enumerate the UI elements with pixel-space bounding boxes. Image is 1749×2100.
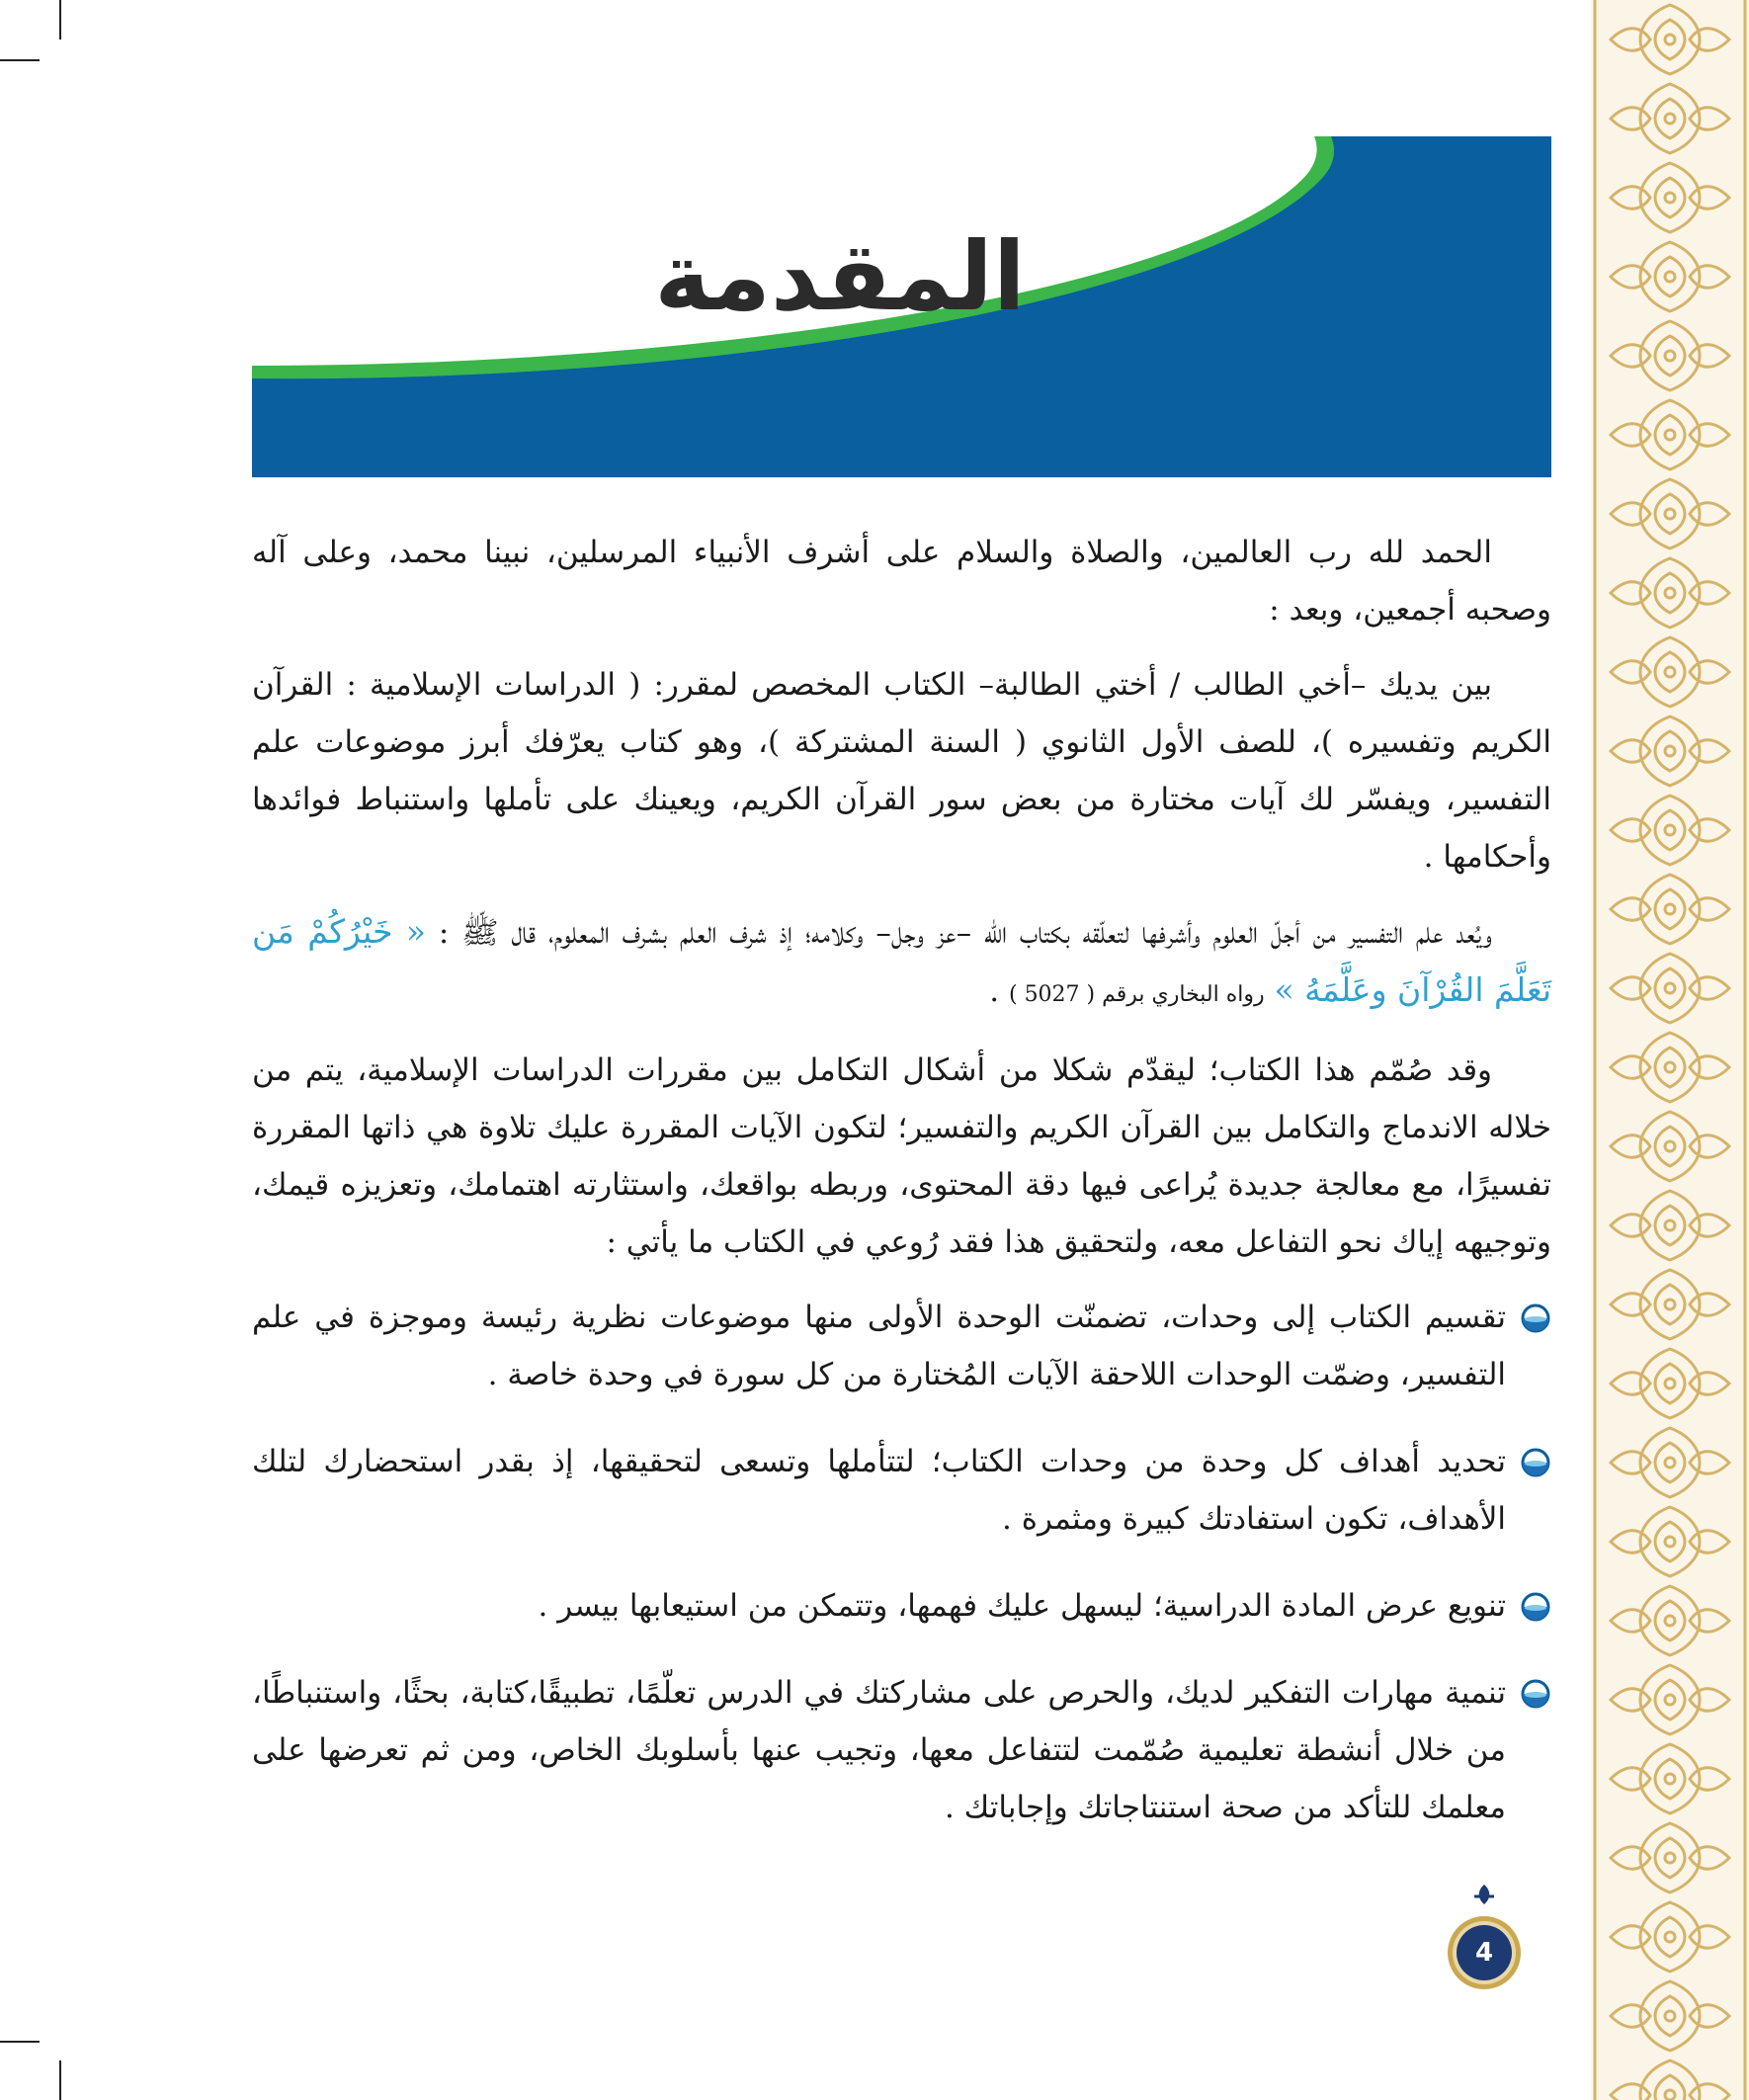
crop-mark [0, 2041, 40, 2043]
page-title: المقدمة [654, 221, 1026, 332]
ornamental-border [1591, 0, 1749, 2100]
hadith-reference: رواه البخاري برقم ( 5027 ) [1008, 982, 1265, 1007]
list-item-text: تحديد أهداف كل وحدة من وحدات الكتاب؛ لتتأملها وتسعى لتحقيقها، إذ بقدر استحضارك لتلك الأهداف، تكون استفادتك كبيرة ومثمرة . [252, 1444, 1506, 1537]
design-paragraph: وقد صُمّم هذا الكتاب؛ ليقدّم شكلا من أشكال التكامل بين مقررات الدراسات الإسلامية، يتم من خلاله الاندماج والتكامل بين القرآن الكريم والتفسير؛ لتكون الآيات المقررة عليك تلاوة هي ذاتها المقررة تفسيرًا، مع معالجة جديدة يُراعى فيها دقة المحتوى، وربطه بواقعك، واستثارته اهتمامك، وتعزيزه قيمك، وتوجيهه إياك نحو التفاعل معه، ولتحقيق هذا فقد رُوعي في الكتاب ما يأتي : [252, 1052, 1551, 1260]
list-item-text: تنويع عرض المادة الدراسية؛ ليسهل عليك فهمها، وتتمكن من استيعابها بيسر . [538, 1588, 1506, 1624]
intro-paragraph: الحمد لله رب العالمين، والصلاة والسلام على أشرف الأنبياء المرسلين، نبينا محمد، وعلى آله وصحبه أجمعين، وبعد : [252, 535, 1551, 628]
book-description-paragraph: بين يديك –أخي الطالب / أختي الطالبة– الكتاب المخصص لمقرر: ( الدراسات الإسلامية : القرآن الكريم وتفسيره )، للصف الأول الثانوي ( السنة المشتركة )، وهو كتاب يعرّفك أبرز موضوعات علم التفسير، ويفسّر لك آيات مختارة من بعض سور القرآن الكريم، ويعينك على تأملها واستنباط فوائدها وأحكامها . [252, 667, 1551, 875]
features-list [252, 1289, 1551, 1836]
tafsir-paragraph [252, 903, 1551, 1024]
page-number: 4 [1474, 1938, 1494, 1968]
list-item-text: تقسيم الكتاب إلى وحدات، تضمنّت الوحدة الأولى منها موضوعات نظرية رئيسة وموجزة في علم التفسير، وضمّت الوحدات اللاحقة الآيات المُختارة من كل سورة في وحدة خاصة . [252, 1300, 1506, 1392]
crop-mark [0, 59, 40, 61]
half-circle-bullet-icon [1520, 1591, 1551, 1623]
hadith-quote: « خَيْرُكُمْ مَن تَعَلَّمَ القُرْآنَ وعَلَّمَهُ » [252, 912, 1551, 1009]
half-circle-bullet-icon [1520, 1447, 1551, 1478]
tafsir-text: ويُعد علم التفسير من أجلّ العلوم وأشرفها لتعلّقه بكتاب الله –عز وجل– وكلامه؛ إذ شرف العلم بشرف المعلوم، قال ﷺ : [438, 915, 1492, 951]
list-item [252, 1289, 1551, 1403]
list-item [252, 1664, 1551, 1836]
list-item-text: تنمية مهارات التفكير لديك، والحرص على مشاركتك في الدرس تعلّمًا، تطبيقًا،كتابة، بحثًا، واستنباطًا، من خلال أنشطة تعليمية صُمّمت لتتفاعل معها، وتجيب عنها بأسلوبك الخاص، ومن ثم تعرضها على معلمك للتأكد من صحة استنتاجاتك وإجاباتك . [252, 1675, 1506, 1825]
paragraph-end-mark: . [989, 973, 1000, 1009]
crop-mark [59, 2060, 61, 2100]
half-circle-bullet-icon [1520, 1302, 1551, 1334]
crop-mark [59, 0, 61, 40]
half-circle-bullet-icon [1520, 1678, 1551, 1710]
list-item [252, 1577, 1551, 1635]
list-item [252, 1433, 1551, 1548]
main-content [252, 524, 1551, 1825]
